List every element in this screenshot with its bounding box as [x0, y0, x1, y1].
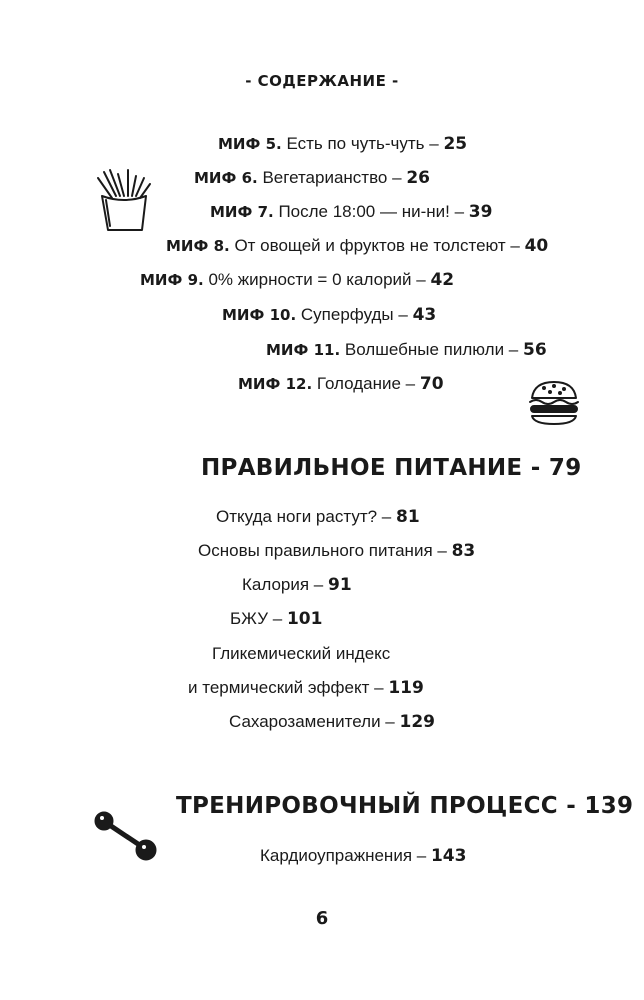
toc-entry-myth-8 [166, 235, 548, 257]
entry-title: Голодание – [316, 374, 416, 393]
page-number: 6 [315, 908, 329, 929]
toc-entry [188, 677, 424, 699]
entry-page: 40 [524, 236, 549, 256]
entry-title: Откуда ноги растут? – [216, 507, 392, 526]
myth-label: МИФ 6. [194, 169, 258, 187]
entry-title: БЖУ – [230, 609, 283, 628]
toc-entry [260, 845, 466, 867]
entry-page: 43 [412, 305, 437, 325]
entry-title: От овощей и фруктов не толстеют – [234, 236, 520, 255]
entry-title: Гликемический индекс [212, 644, 391, 663]
entry-page: 56 [522, 340, 547, 360]
entry-page: 25 [443, 134, 468, 154]
entry-page: 70 [419, 374, 444, 394]
entry-title: Кардиоупражнения – [260, 846, 427, 865]
myth-label: МИФ 11. [266, 341, 341, 359]
toc-entry [198, 540, 475, 562]
toc-entry-myth-10 [222, 304, 436, 326]
toc-entry-myth-6 [194, 167, 430, 189]
entry-page: 39 [468, 202, 493, 222]
entry-page: 81 [395, 507, 420, 527]
entry-page: 83 [451, 541, 476, 561]
myth-label: МИФ 9. [140, 271, 204, 289]
section-heading-nutrition: ПРАВИЛЬНОЕ ПИТАНИЕ - 79 [201, 455, 582, 481]
entry-page: 26 [406, 168, 430, 188]
toc-entry [229, 711, 435, 733]
page-header: - СОДЕРЖАНИЕ - [245, 72, 399, 90]
toc-entry [212, 643, 390, 665]
dumbbell-icon [90, 808, 162, 864]
entry-title: Вегетарианство – [262, 168, 402, 187]
toc-entry [230, 608, 322, 630]
entry-title: Сахарозаменители – [229, 712, 395, 731]
toc-entry [216, 506, 420, 528]
entry-title: После 18:00 — ни-ни! – [278, 202, 465, 221]
entry-page: 143 [430, 846, 467, 866]
entry-title: 0% жирности = 0 калорий – [208, 270, 426, 289]
myth-label: МИФ 8. [166, 237, 230, 255]
entry-page: 129 [399, 712, 435, 732]
entry-title: Основы правильного питания – [198, 541, 447, 560]
entry-title: Волшебные пилюли – [344, 340, 519, 359]
entry-title: и термический эффект – [188, 678, 384, 697]
entry-title: Суперфуды – [300, 305, 408, 324]
entry-title: Калория – [242, 575, 324, 594]
entry-title: Есть по чуть-чуть – [286, 134, 439, 153]
french-fries-icon [94, 166, 154, 234]
entry-page: 91 [328, 575, 352, 595]
toc-entry [242, 574, 352, 596]
myth-label: МИФ 10. [222, 306, 297, 324]
entry-page: 119 [388, 678, 424, 698]
burger-icon [526, 378, 582, 426]
toc-entry-myth-5 [218, 133, 467, 155]
toc-entry-myth-9 [140, 269, 454, 291]
entry-page: 42 [430, 270, 455, 290]
myth-label: МИФ 5. [218, 135, 282, 153]
myth-label: МИФ 7. [210, 203, 274, 221]
entry-page: 101 [286, 609, 323, 629]
toc-entry-myth-11 [266, 339, 547, 361]
myth-label: МИФ 12. [238, 375, 313, 393]
toc-entry-myth-7 [210, 201, 492, 223]
section-heading-training: ТРЕНИРОВОЧНЫЙ ПРОЦЕСС - 139 [176, 793, 634, 819]
toc-entry-myth-12 [238, 373, 444, 395]
